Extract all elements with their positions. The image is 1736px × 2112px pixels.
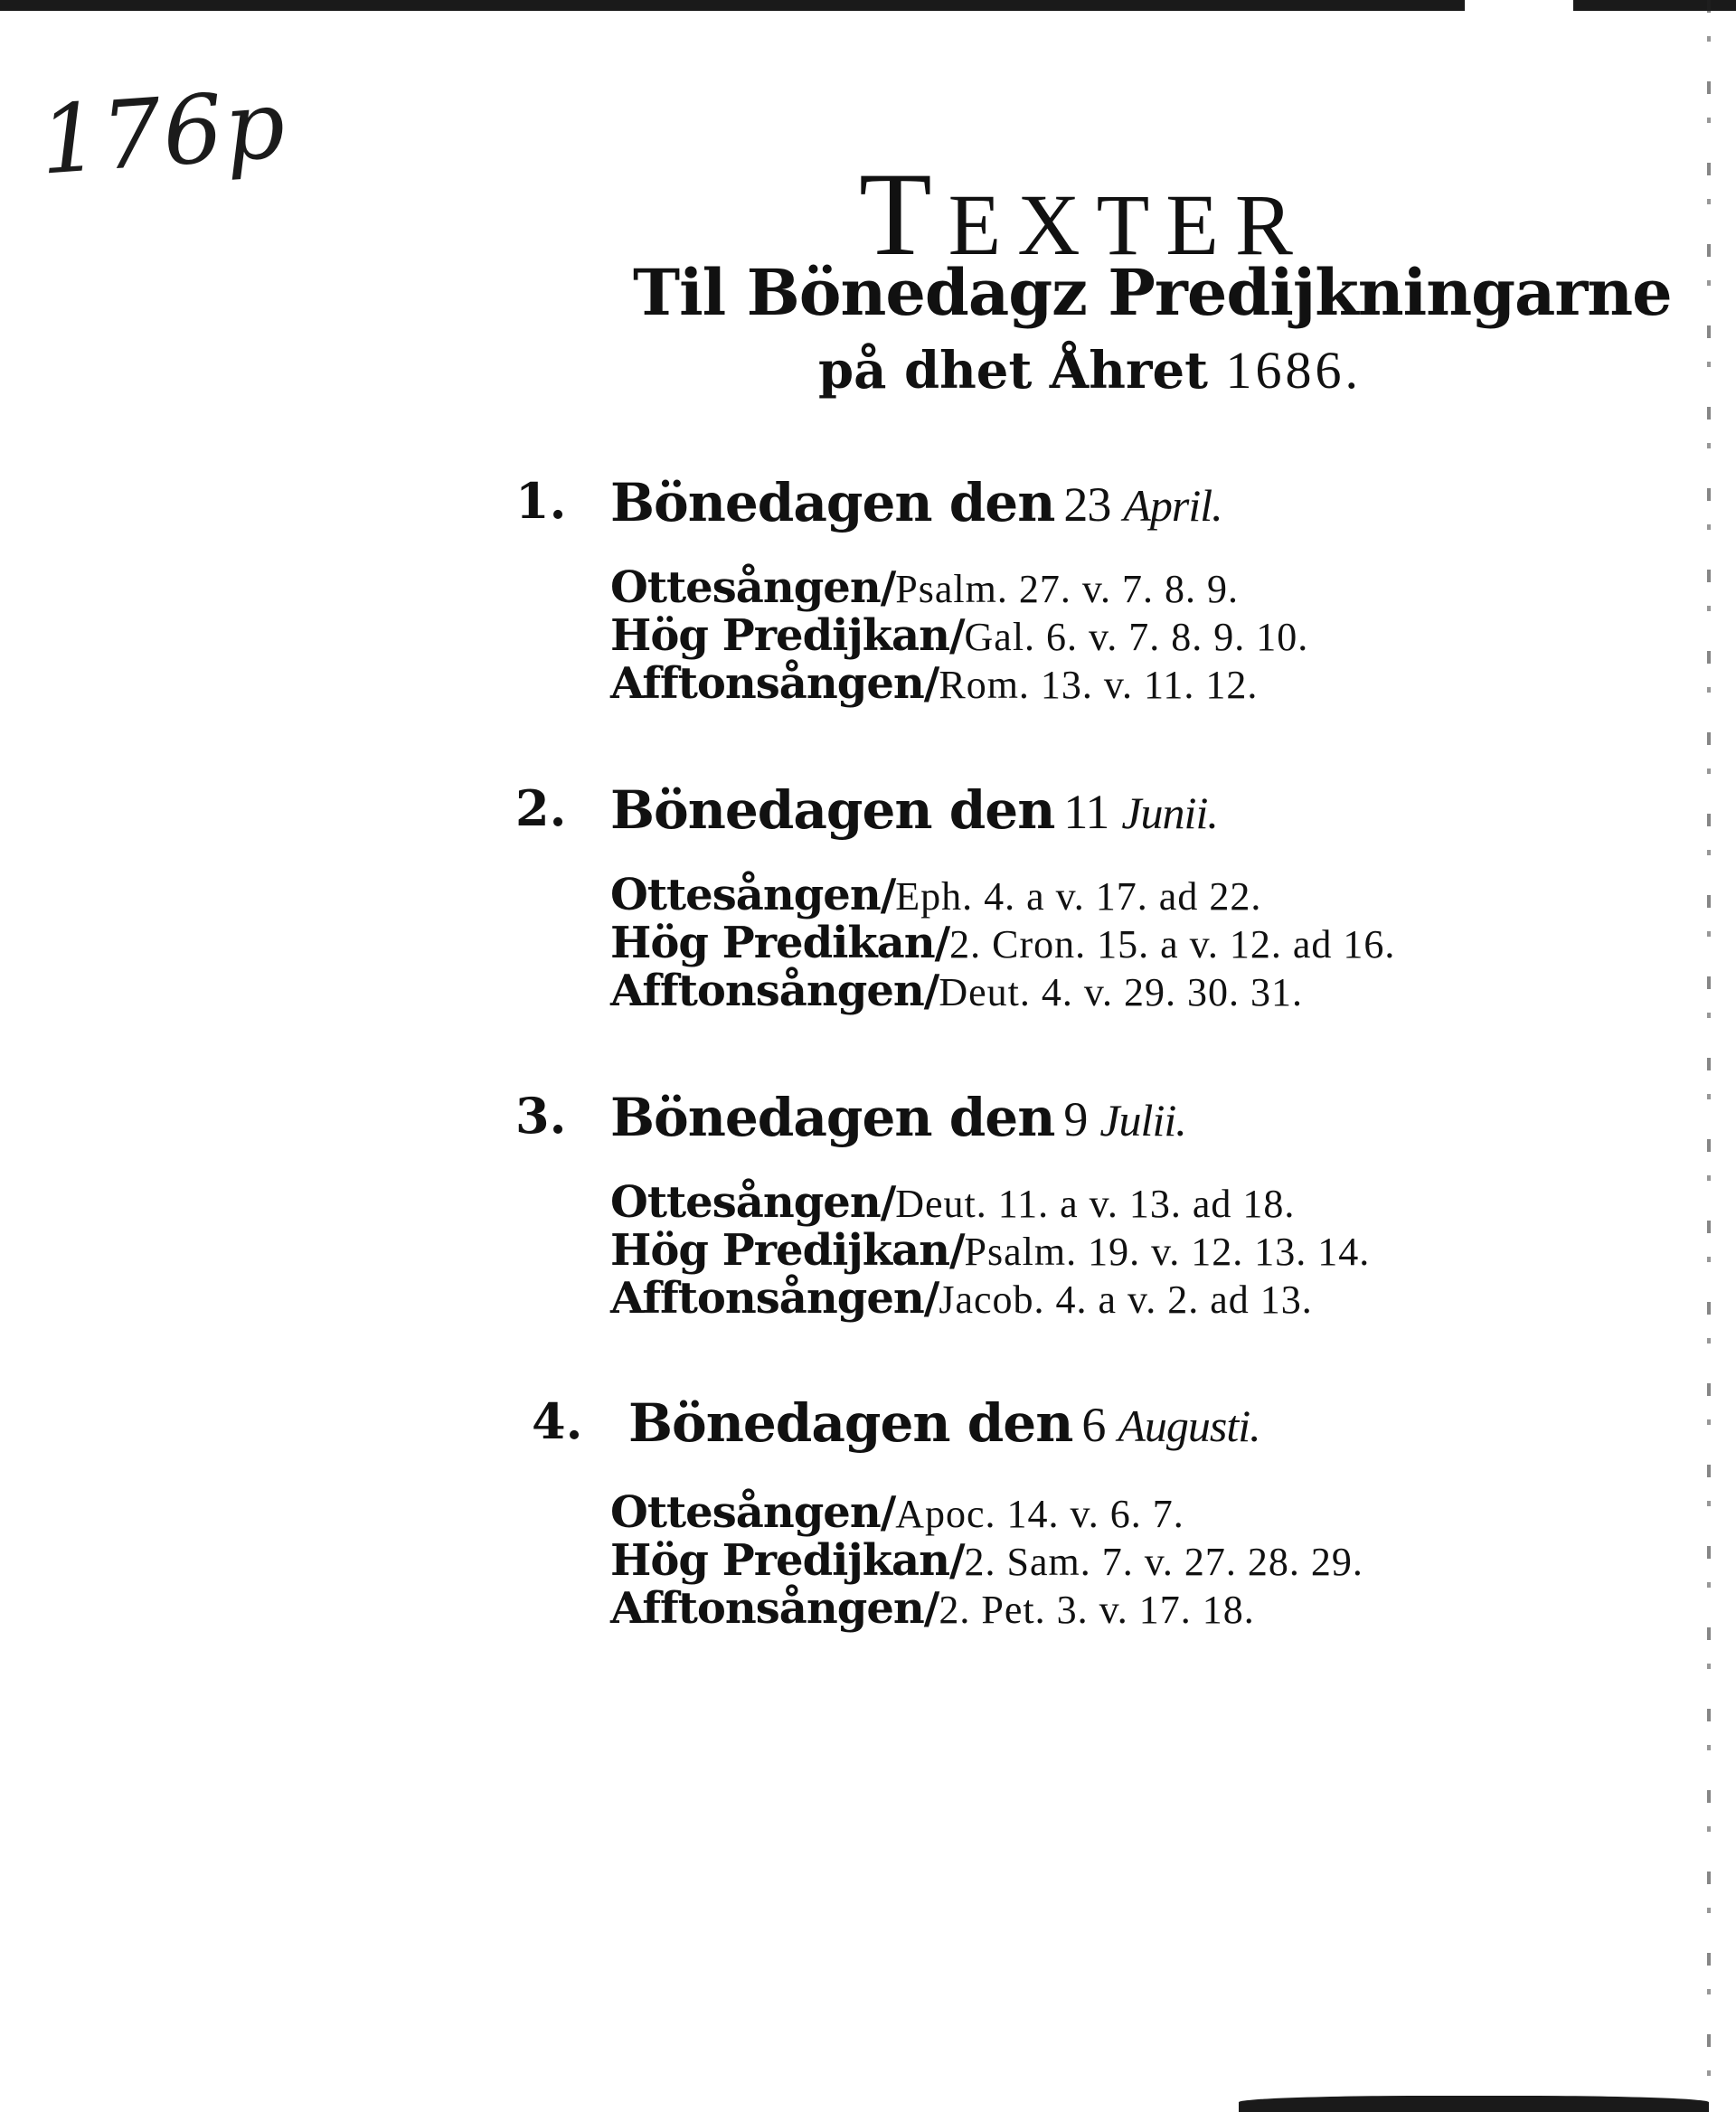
day-heading-text: Bönedagen den xyxy=(628,1392,1073,1454)
service-line xyxy=(610,658,1258,709)
service-name: Hög Predikan/ xyxy=(610,918,950,968)
day-heading-text: Bönedagen den xyxy=(610,779,1055,841)
subtitle-line-2 xyxy=(818,340,1362,401)
service-name: Afftonsången/ xyxy=(610,966,939,1016)
scripture-reference: 2. Sam. 7. v. 27. 28. 29. xyxy=(964,1540,1363,1584)
scripture-reference: Eph. 4. a v. 17. ad 22. xyxy=(895,874,1262,919)
service-line xyxy=(610,1177,1295,1228)
service-line xyxy=(610,562,1239,613)
service-name: Ottesången/ xyxy=(610,1487,896,1538)
day-heading xyxy=(610,779,1218,841)
day-month: April. xyxy=(1123,480,1222,531)
service-line xyxy=(610,1535,1363,1586)
day-heading xyxy=(610,472,1222,533)
day-heading-text: Bönedagen den xyxy=(610,472,1055,533)
scripture-reference: Deut. 11. a v. 13. ad 18. xyxy=(895,1182,1296,1226)
day-number: 2. xyxy=(515,779,567,837)
day-date: 11 xyxy=(1063,785,1109,839)
service-name: Ottesången/ xyxy=(610,562,896,613)
service-line xyxy=(610,966,1303,1016)
scripture-reference: 2. Cron. 15. a v. 12. ad 16. xyxy=(949,922,1396,966)
day-number: 3. xyxy=(515,1087,567,1145)
day-number: 4. xyxy=(532,1392,583,1450)
service-name: Afftonsången/ xyxy=(610,1273,939,1324)
day-number: 1. xyxy=(515,472,567,530)
service-name: Afftonsången/ xyxy=(610,1583,939,1634)
day-heading-text: Bönedagen den xyxy=(610,1087,1055,1148)
handwritten-page-note: 176p xyxy=(36,68,290,196)
day-month: Julii. xyxy=(1099,1095,1186,1146)
day-date: 9 xyxy=(1063,1092,1088,1146)
scripture-reference: Jacob. 4. a v. 2. ad 13. xyxy=(939,1278,1313,1322)
day-heading xyxy=(628,1392,1260,1454)
service-line xyxy=(610,870,1261,920)
scripture-reference: Psalm. 27. v. 7. 8. 9. xyxy=(895,567,1239,611)
top-border-gap xyxy=(1465,0,1573,14)
scripture-reference: Apoc. 14. v. 6. 7. xyxy=(895,1492,1184,1536)
service-name: Ottesången/ xyxy=(610,870,896,920)
title-rest: EXTER xyxy=(948,176,1309,273)
day-heading xyxy=(610,1087,1186,1148)
service-line xyxy=(610,1225,1370,1276)
service-line xyxy=(610,610,1308,661)
service-name: Afftonsången/ xyxy=(610,658,939,709)
service-name: Hög Predijkan/ xyxy=(610,1535,965,1586)
subtitle-line-2-text: på dhet Åhret xyxy=(818,341,1208,401)
scripture-reference: Psalm. 19. v. 12. 13. 14. xyxy=(964,1230,1371,1274)
title-initial: T xyxy=(859,147,948,280)
service-name: Ottesången/ xyxy=(610,1177,896,1228)
day-month: Augusti. xyxy=(1118,1400,1260,1451)
service-line xyxy=(610,918,1395,968)
service-line xyxy=(610,1583,1255,1634)
subtitle-year: 1686. xyxy=(1225,341,1362,400)
scripture-reference: 2. Pet. 3. v. 17. 18. xyxy=(939,1588,1255,1632)
day-date: 6 xyxy=(1081,1398,1106,1452)
service-name: Hög Predijkan/ xyxy=(610,610,965,661)
scripture-reference: Rom. 13. v. 11. 12. xyxy=(939,663,1259,707)
service-line xyxy=(610,1487,1184,1538)
scripture-reference: Gal. 6. v. 7. 8. 9. 10. xyxy=(964,615,1309,659)
subtitle-line-1: Til Bönedagz Predijkningarne xyxy=(633,255,1672,330)
day-month: Junii. xyxy=(1121,787,1218,838)
bottom-ink-smudge xyxy=(1239,2096,1709,2112)
scripture-reference: Deut. 4. v. 29. 30. 31. xyxy=(939,970,1304,1014)
day-date: 23 xyxy=(1063,477,1111,532)
service-line xyxy=(610,1273,1313,1324)
service-name: Hög Predijkan/ xyxy=(610,1225,965,1276)
right-page-edge xyxy=(1707,0,1711,2112)
